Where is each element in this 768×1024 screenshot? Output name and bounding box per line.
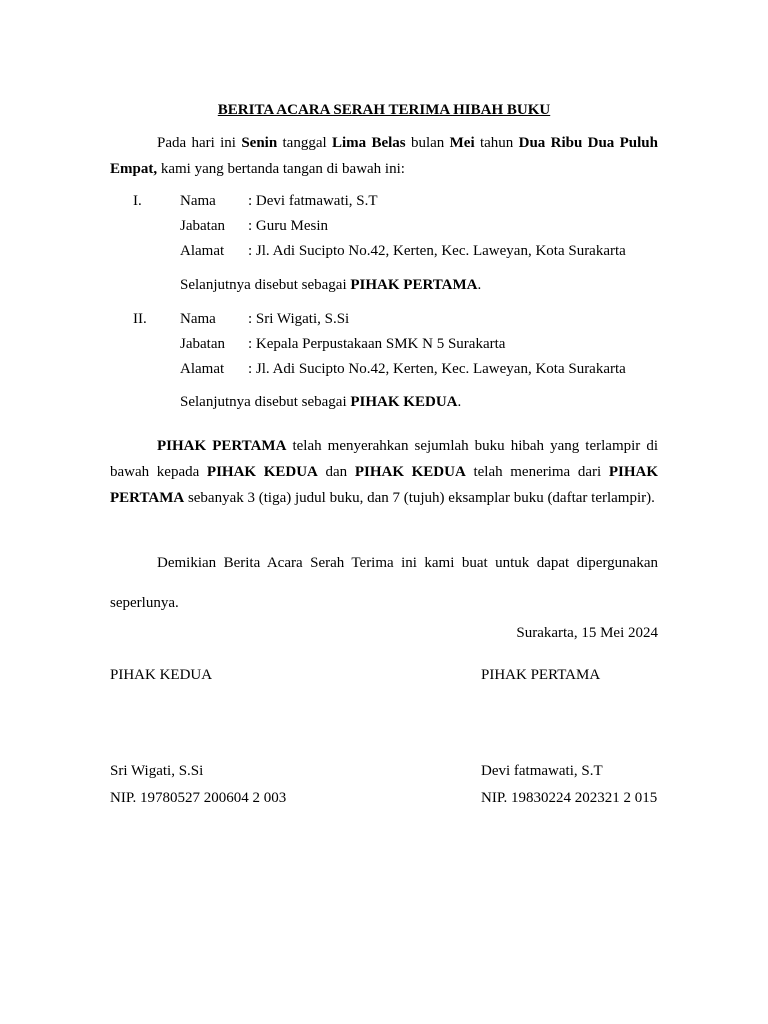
handover-paragraph: PIHAK PERTAMA telah menyerahkan sejumlah buku hibah yang terlampir di bawah kepada PIHAK KEDUA dan PIHAK KEDUA telah menerima dari PIHAK PERTAMA sebanyak 3 (tiga) judul buku, dan 7 (tujuh) eksamplar buku (daftar terlampir). <box>110 438 658 506</box>
closing-paragraph: Demikian Berita Acara Serah Terima ini kami buat untuk dapat dipergunakan seperlunya. <box>110 555 658 611</box>
signature-nip: NIP. 19780527 200604 2 003 <box>110 790 287 806</box>
party-number: II. <box>133 311 147 327</box>
signature-nip: NIP. 19830224 202321 2 015 <box>481 790 658 806</box>
job-label: Jabatan <box>180 218 225 234</box>
date: Lima Belas <box>331 135 406 151</box>
address-label: Alamat <box>180 243 225 259</box>
address-value: : Jl. Adi Sucipto No.42, Kerten, Kec. Laweyan, Kota Surakarta <box>248 361 626 377</box>
year: Dua Ribu Dua Puluh Empat, <box>110 135 658 177</box>
party-number: I. <box>133 193 142 209</box>
job-label: Jabatan <box>180 336 225 352</box>
address-label: Alamat <box>180 361 225 377</box>
name-value: : Devi fatmawati, S.T <box>248 193 378 209</box>
address-value: : Jl. Adi Sucipto No.42, Kerten, Kec. Laweyan, Kota Surakarta <box>248 243 626 259</box>
day: Senin <box>241 135 278 151</box>
signature-name: Devi fatmawati, S.T <box>481 763 603 779</box>
name-label: Nama <box>180 311 216 327</box>
job-value: : Kepala Perpustakaan SMK N 5 Surakarta <box>248 336 506 352</box>
month: Mei <box>449 135 475 151</box>
name-label: Nama <box>180 193 216 209</box>
signature-role: PIHAK PERTAMA <box>481 667 601 683</box>
signature-name: Sri Wigati, S.Si <box>110 763 204 779</box>
job-value: : Guru Mesin <box>248 218 328 234</box>
opening-paragraph: Pada hari ini Senin tanggal Lima Belas bulan Mei tahun Dua Ribu Dua Puluh Empat, kami yang bertanda tangan di bawah ini: <box>110 135 658 177</box>
party-reference: Selanjutnya disebut sebagai PIHAK PERTAMA. <box>180 277 482 293</box>
document-title: BERITA ACARA SERAH TERIMA HIBAH BUKU <box>217 102 551 118</box>
party-reference: Selanjutnya disebut sebagai PIHAK KEDUA. <box>180 394 462 410</box>
signature-role: PIHAK KEDUA <box>110 667 213 683</box>
name-value: : Sri Wigati, S.Si <box>248 311 350 327</box>
place-date: Surakarta, 15 Mei 2024 <box>516 625 658 641</box>
